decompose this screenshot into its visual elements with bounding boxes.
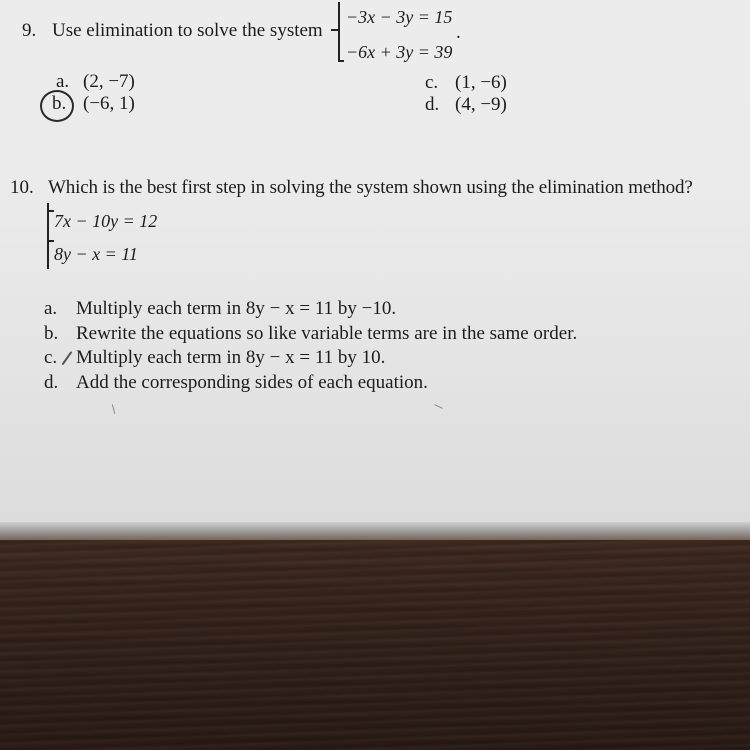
q10-choice-c-text: Multiply each term in 8y − x = 11 by 10. (76, 347, 386, 368)
q9-choice-b-circle-mark (40, 90, 74, 122)
q10-choice-d-text: Add the corresponding sides of each equation. (76, 372, 428, 393)
wooden-table-surface (0, 540, 750, 750)
q10-choice-a-text: Multiply each term in 8y − x = 11 by −10. (76, 298, 397, 319)
q9-choice-c-letter: c. (425, 72, 439, 93)
q9-choice-d-letter: d. (425, 94, 440, 115)
q10-equation-2: 8y − x = 11 (54, 244, 138, 264)
q9-prompt: Use elimination to solve the system (52, 20, 323, 41)
q10-equation-1: 7x − 10y = 12 (54, 211, 158, 231)
q10-choice-c-letter: c. (44, 347, 58, 368)
stray-pen-mark-2 (434, 404, 443, 409)
stray-pen-mark (112, 404, 116, 414)
q9-period: . (456, 22, 461, 43)
q9-choice-c-text: (1, −6) (455, 72, 507, 93)
q9-number: 9. (22, 20, 37, 41)
q10-choice-d-letter: d. (44, 372, 59, 393)
q9-choice-b-text: (−6, 1) (83, 93, 135, 114)
pen-tick-mark (62, 351, 72, 365)
q10-choice-b-letter: b. (44, 323, 59, 344)
q9-choice-d-text: (4, −9) (455, 94, 507, 115)
q9-equation-1: −3x − 3y = 15 (346, 7, 453, 27)
q9-choice-b-letter: b. (52, 93, 67, 114)
q9-choice-a-text: (2, −7) (83, 71, 135, 92)
q10-choice-b-text: Rewrite the equations so like variable terms are in the same order. (76, 323, 578, 344)
q9-equation-2: −6x + 3y = 39 (346, 42, 453, 62)
q10-number: 10. (10, 177, 34, 198)
paper-edge-shadow (0, 522, 750, 542)
q10-prompt: Which is the best first step in solving the system shown using the elimination method? (48, 177, 693, 198)
q9-choice-a-letter: a. (56, 71, 70, 92)
q10-choice-a-letter: a. (44, 298, 58, 319)
